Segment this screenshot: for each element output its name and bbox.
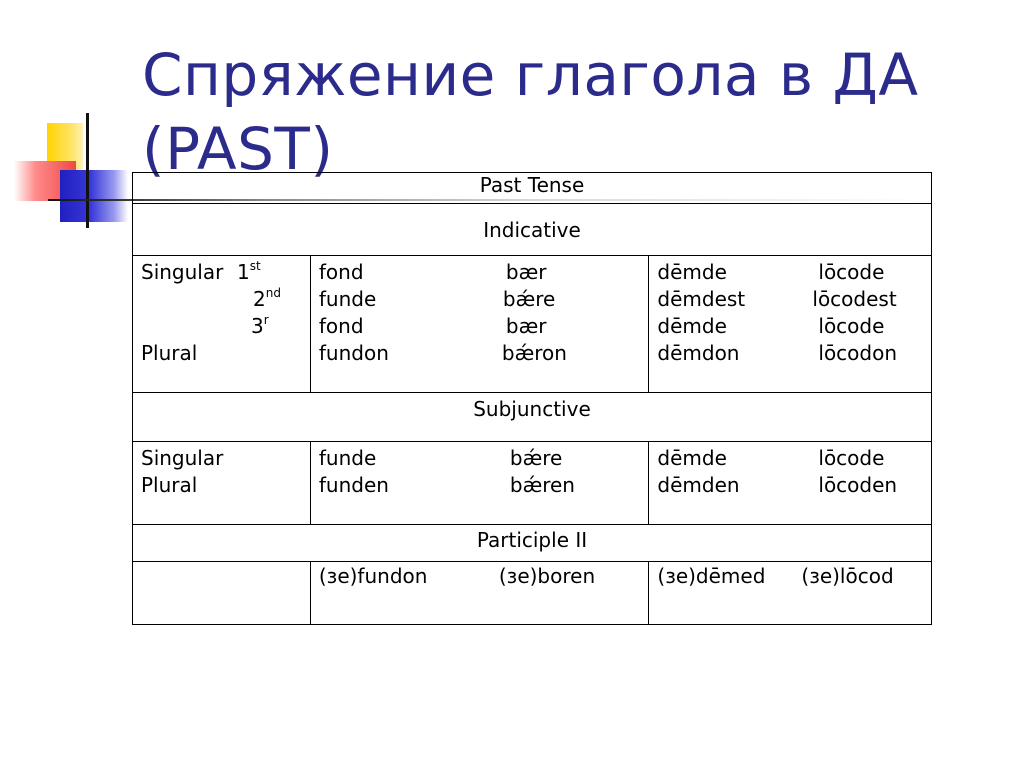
- verb-form: bær: [505, 314, 547, 338]
- list-item: [649, 445, 931, 472]
- list-item: [311, 445, 649, 472]
- verb-form: funde: [318, 446, 377, 470]
- first-person-number: 1: [237, 260, 250, 284]
- verb-form: (зe)dēmed: [657, 564, 766, 588]
- slide-title: [142, 38, 982, 186]
- table-row: [133, 173, 932, 204]
- list-item: [649, 563, 931, 590]
- verb-form: dēmde: [657, 260, 727, 284]
- plural-label: Plural: [141, 341, 198, 365]
- past-tense-header: Past Tense: [133, 173, 932, 204]
- list-item: [311, 340, 649, 367]
- list-item: [133, 472, 310, 499]
- participle-strong-verbs-cell: [310, 562, 649, 625]
- list-item: [649, 472, 931, 499]
- singular-label: Singular: [141, 446, 224, 470]
- decorative-squares: [0, 0, 140, 240]
- table-row: [133, 442, 932, 525]
- verb-form: dēmdon: [657, 341, 740, 365]
- verb-form: fond: [318, 314, 364, 338]
- verb-form: bǽre: [502, 287, 556, 311]
- indicative-weak-verbs-cell: [649, 256, 932, 393]
- verb-form: lōcode: [818, 446, 885, 470]
- list-item: [133, 445, 310, 472]
- first-person-suffix: st: [249, 259, 261, 273]
- indicative-header: Indicative: [133, 204, 932, 256]
- table-row: [133, 525, 932, 562]
- list-item: [311, 313, 649, 340]
- verb-form: funde: [318, 287, 377, 311]
- verb-form: dēmde: [657, 314, 727, 338]
- subjunctive-header: Subjunctive: [133, 393, 932, 442]
- participle-weak-verbs-cell: [649, 562, 932, 625]
- third-person-number: 3: [251, 314, 264, 338]
- indicative-strong-verbs-cell: [310, 256, 649, 393]
- table-row: [133, 204, 932, 256]
- verb-form: lōcode: [818, 260, 885, 284]
- verb-form: dēmde: [657, 446, 727, 470]
- verb-form: dēmdest: [657, 287, 746, 311]
- subjunctive-weak-verbs-cell: [649, 442, 932, 525]
- third-person-suffix: r: [263, 313, 269, 327]
- singular-label: Singular: [141, 260, 224, 284]
- slide-title-line-1: Спряжение глагола в ДА: [142, 41, 919, 109]
- list-item: [649, 313, 931, 340]
- first-person-label: [237, 259, 261, 286]
- second-person-suffix: nd: [265, 286, 281, 300]
- verb-form: fond: [318, 260, 364, 284]
- verb-form: lōcode: [818, 314, 885, 338]
- vertical-rule: [86, 113, 89, 228]
- second-person-label: [253, 286, 281, 313]
- participle-empty-cell: [133, 562, 311, 625]
- third-person-label: [251, 313, 269, 340]
- verb-form: lōcoden: [818, 473, 898, 497]
- list-item: [649, 286, 931, 313]
- list-item: [133, 286, 310, 313]
- list-item: [649, 340, 931, 367]
- table-row: [133, 393, 932, 442]
- list-item: [311, 563, 649, 590]
- verb-form: bǽre: [509, 446, 563, 470]
- verb-form: (зe)lōcod: [801, 564, 894, 588]
- conjugation-table: [132, 172, 932, 625]
- verb-form: funden: [318, 473, 389, 497]
- list-item: [649, 259, 931, 286]
- list-item: [133, 313, 310, 340]
- list-item: [311, 286, 649, 313]
- participle-header: Participle II: [133, 525, 932, 562]
- verb-form: (зe)boren: [498, 564, 596, 588]
- subjunctive-strong-verbs-cell: [310, 442, 649, 525]
- list-item: [133, 340, 310, 367]
- verb-form: bær: [505, 260, 547, 284]
- subjunctive-label-cell: [133, 442, 311, 525]
- list-item: [311, 259, 649, 286]
- verb-form: (зe)fundon: [318, 564, 428, 588]
- verb-form: dēmden: [657, 473, 740, 497]
- verb-form: bǽron: [501, 341, 567, 365]
- list-item: [133, 259, 310, 286]
- list-item: [311, 472, 649, 499]
- verb-form: fundon: [318, 341, 389, 365]
- verb-form: bǽren: [509, 473, 575, 497]
- blue-square: [60, 170, 128, 222]
- verb-form: lōcodest: [812, 287, 897, 311]
- second-person-number: 2: [253, 287, 266, 311]
- table-row: [133, 562, 932, 625]
- verb-form: lōcodon: [818, 341, 898, 365]
- slide-title-line-2: (PAST): [142, 115, 334, 183]
- indicative-label-cell: [133, 256, 311, 393]
- plural-label: Plural: [141, 473, 198, 497]
- table-row: [133, 256, 932, 393]
